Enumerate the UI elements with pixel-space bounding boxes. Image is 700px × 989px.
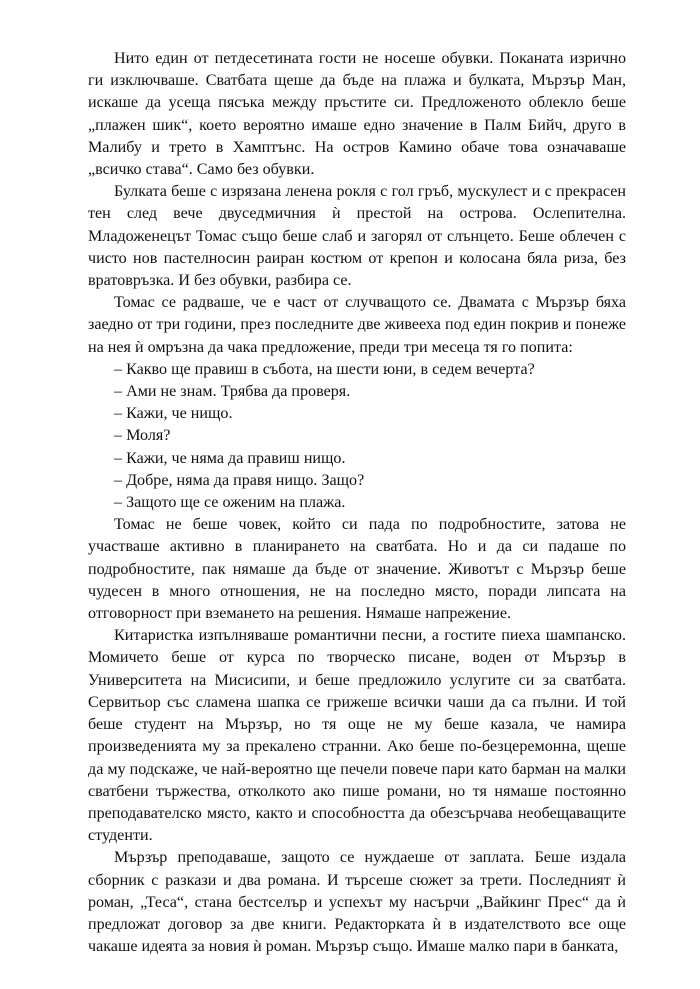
paragraph-mercer-teaching: Мързър преподаваше, защото се нуждаеше от заплата. Беше издала сборник с разкази и два романа. И търсеше сюжет за трети. Последният ѝ роман, „Теса“, стана бестселър и успехът му насърчи „Вайкинг Прес“ да ѝ предложат договор за две книги. Редакторката ѝ в издателството все още чакаше идеята за новия ѝ роман. Мързър също. Имаше малко пари в банката, (88, 849, 626, 956)
paragraph-thomas: Томас се радваше, че е част от случващото се. Двамата с Мързър бяха заедно от три години, през последните две живееха под един покрив и понеже на нея ѝ омръзна да чака предложение, преди три месеца тя го попита: (88, 294, 626, 356)
dialogue-line: – Добре, няма да правя нищо. Защо? (114, 471, 365, 489)
dialogue-line: – Кажи, че няма да правиш нищо. (114, 449, 346, 467)
paragraph-guitarist: Китаристка изпълняваше романтични песни, а гостите пиеха шампанско. Момичето беше от курса по творческо писане, воден от Мързър в Университета на Мисисипи, и беше предложило услугите си за сватбата. Сервитьор със сламена шапка се грижеше всички чаши да са пълни. И той беше студент на Мързър, но тя още не му беше казала, че намира произведенията му за прекалено странни. Ако беше по-безцеремонна, щеше да му подскаже, че най-вероятно ще печели повече пари като барман на малки сватбени тържества, отколкото ако пише романи, но тя нямаше постоянно преподавателско място, както и способността да обезсърчава необещаващите студенти. (88, 627, 626, 845)
book-page (88, 48, 626, 958)
paragraph-guests: Нито един от петдесетината гости не носеше обувки. Поканата изрично ги изключваше. Сватбата щеше да бъде на плажа и булката, Мързър Ман, искаше да усеща пясъка между пръстите си. Предложеното облекло беше „плажен шик“, което вероятно имаше едно значение в Палм Бийч, друго в Малибу и трето в Хамптънс. На остров Камино обаче това означаваше „всичко става“. Само без обувки. (88, 50, 626, 179)
dialogue-line: – Защото ще се оженим на плажа. (114, 494, 346, 512)
paragraph-details: Томас не беше човек, който си пада по подробностите, затова не участваше активно в планирането на сватбата. Но и да си падаше по подробностите, пак нямаше да бъде от значение. Животът с Мързър беше чудесен в много отношения, не на последно място, поради липсата на отговорност при вземането на решения. Нямаше напрежение. (88, 516, 626, 623)
dialogue-line: – Моля? (114, 427, 171, 445)
paragraph-bride: Булката беше с изрязана ленена рокля с гол гръб, мускулест и с прекрасен тен след вече двуседмичния ѝ престой на острова. Ослепителна. Младоженецът Томас също беше слаб и загорял от слънцето. Беше облечен с чисто нов пастелносин раиран костюм от крепон и колосана бяла риза, без вратовръзка. И без обувки, разбира се. (88, 183, 626, 290)
dialogue-line: – Какво ще правиш в събота, на шести юни, в седем вечерта? (114, 360, 535, 378)
dialogue-line: – Ами не знам. Трябва да проверя. (114, 383, 351, 401)
dialogue-line: – Кажи, че нищо. (114, 405, 233, 423)
